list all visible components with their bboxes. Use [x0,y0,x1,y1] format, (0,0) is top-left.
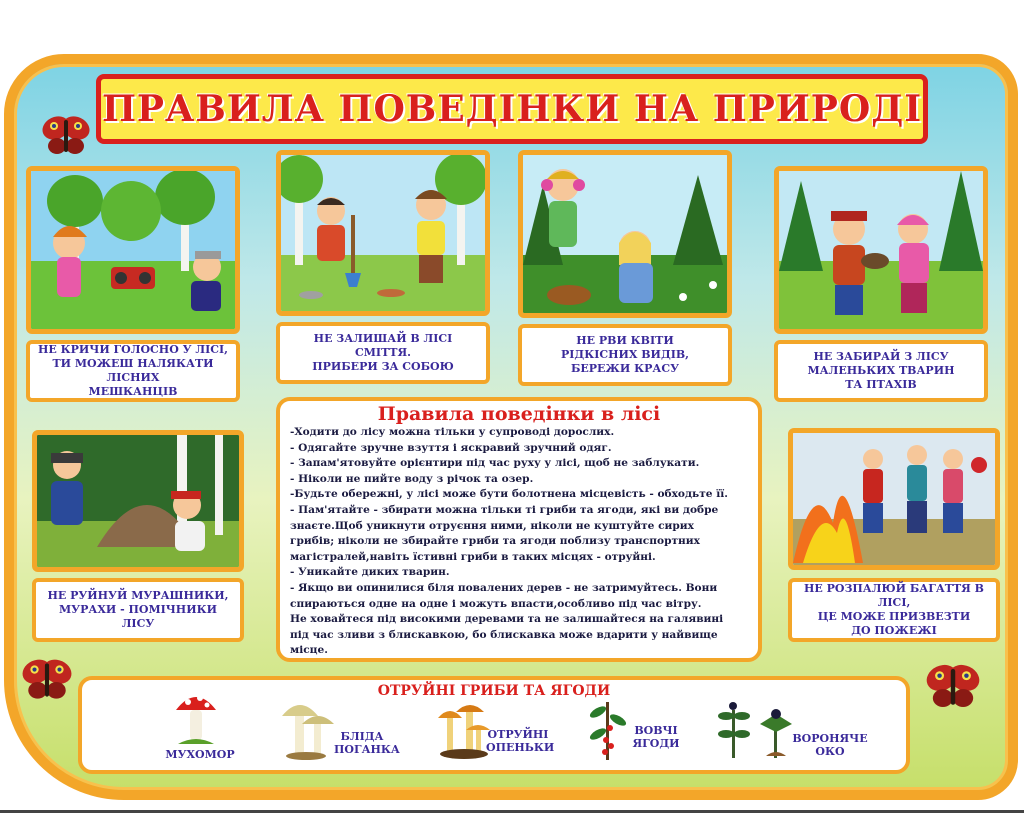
rule-line: знаєте.Щоб уникнути отруєння ними, ніколи не куштуйте сирих [290,519,694,532]
rule-line: - Уникайте диких тварин. [290,566,450,579]
caption-no-destroying-anthills: НЕ РУЙНУЙ МУРАШНИКИ, МУРАХИ - ПОМІЧНИКИ ЛІСУ [32,578,244,642]
poisonous-title: ОТРУЙНІ ГРИБИ ТА ЯГОДИ [377,683,611,699]
death-cap-icon [278,694,334,760]
rule-line: - Запам'ятовуйте орієнтири під час руху у лісі, щоб не заблукати. [290,457,700,470]
rule-line: грибів; ніколи не збирайте гриби та ягоди поблизу транспортних [290,535,700,548]
illustration-no-campfire [788,428,1000,570]
rule-line: Не ховайтеся під високими деревами та не залишайтеся на галявині [290,613,724,626]
rule-line: під час зливи з блискавкою, бо блискавка може вдарити у найвище [290,628,718,641]
rule-line: - Одягайте зручне взуття і яскравий зручний одяг. [290,441,612,454]
butterfly-icon [920,660,986,716]
label-fly-agaric: МУХОМОР [165,748,235,761]
label-death-cap: БЛІДА ПОГАНКА [334,730,400,756]
illustration-no-destroying-anthills [32,430,244,572]
forest-rules-title: Правила поведінки в лісі [377,403,661,425]
butterfly-icon [40,112,92,162]
rule-line: -Ходити до лісу можна тільки у супроводі дорослих. [290,426,615,438]
butterfly-icon [18,655,76,707]
caption-no-picking-flowers: НЕ РВИ КВІТИ РІДКІСНИХ ВИДІВ, БЕРЕЖИ КРАСУ [518,324,732,386]
label-herb-paris: ВОРОНЯЧЕ ОКО [792,732,868,758]
rule-line: -Будьте обережні, у лісі може бути болотнена місцевість - обходьте її. [290,488,728,501]
title-banner [96,74,928,144]
illustration-no-shouting [26,166,240,334]
caption-no-taking-animals: НЕ ЗАБИРАЙ З ЛІСУ МАЛЕНЬКИХ ТВАРИН ТА ПТАХІВ [774,340,988,402]
bottom-divider [0,810,1024,813]
fly-agaric-icon [174,688,218,748]
poisonous-panel [78,676,910,774]
caption-no-shouting: НЕ КРИЧИ ГОЛОСНО У ЛІСІ, ТИ МОЖЕШ НАЛЯКАТИ ЛІСНИХ МЕШКАНЦІВ [26,340,240,402]
page-title: ПРАВИЛА ПОВЕДІНКИ НА ПРИРОДІ [101,88,923,130]
rule-line: місце. [290,644,328,657]
illustration-no-picking-flowers [518,150,732,318]
rule-line: - Якщо ви опинилися біля повалених дерев - не затримуйтесь. Вони [290,581,718,594]
label-false-honey-fungus: ОТРУЙНІ ОПЕНЬКИ [486,728,555,754]
wolf-berries-icon [586,700,630,762]
label-wolf-berries: ВОВЧІ ЯГОДИ [632,724,680,750]
caption-no-campfire: НЕ РОЗПАЛЮЙ БАГАТТЯ В ЛІСІ, ЦЕ МОЖЕ ПРИЗВЕЗТИ ДО ПОЖЕЖІ [788,578,1000,642]
rule-line: магістралей,навіть їстивні гриби в таких місцях - отруйні. [290,550,656,563]
forest-rules-panel [276,397,762,662]
illustration-no-litter [276,150,490,316]
rule-line: спираються одне на одне і можуть впасти,особливо під час вітру. [290,597,702,610]
rule-line: - Ніколи не пийте воду з річок та озер. [290,472,534,485]
herb-paris-icon [716,694,796,762]
caption-no-litter: НЕ ЗАЛИШАЙ В ЛІСІ СМІТТЯ. ПРИБЕРИ ЗА СОБОЮ [276,322,490,384]
rule-line: - Пам'ятайте - збирати можна тільки ті гриби та ягоди, які ви добре [290,503,719,516]
false-honey-fungus-icon [436,700,492,760]
illustration-no-taking-animals [774,166,988,334]
